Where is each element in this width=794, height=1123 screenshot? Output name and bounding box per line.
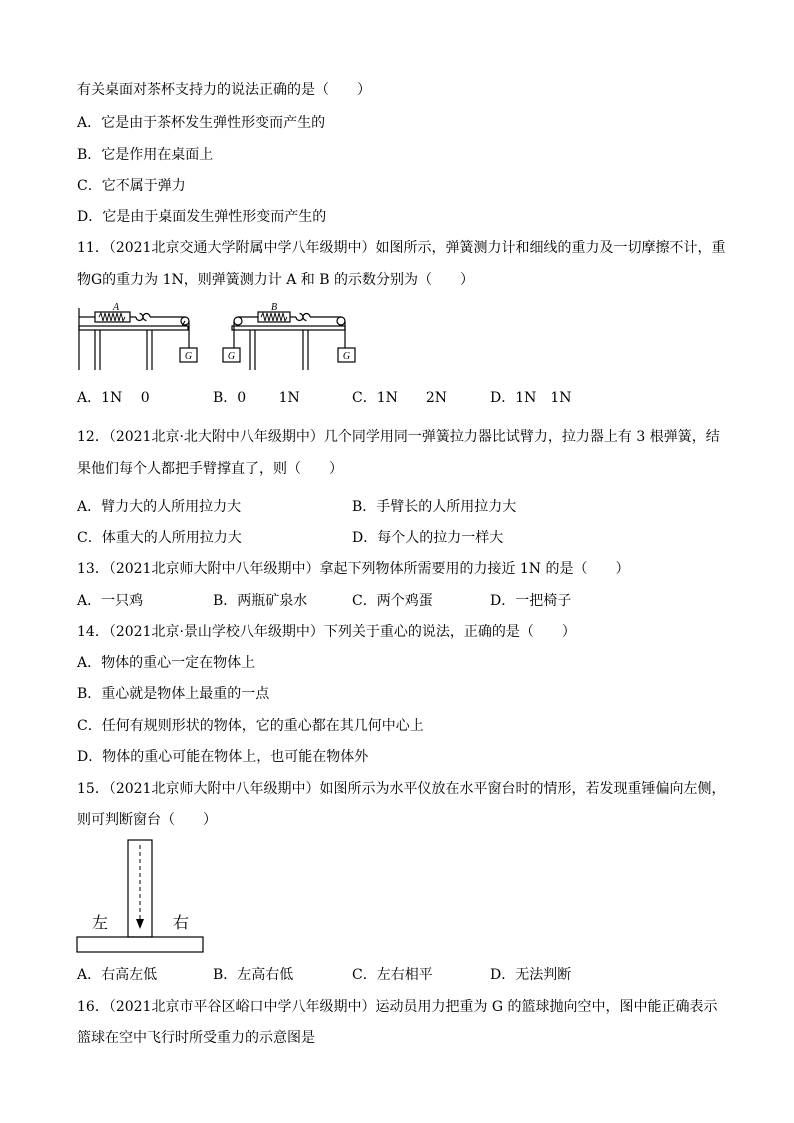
q15-stem-line1: 15．（2021北京师大附中八年级期中）如图所示为水平仪放在水平窗台时的情形，若发现重锤偏向左侧， <box>77 781 726 797</box>
q10-option-a: A．它是由于茶杯发生弹性形变而产生的 <box>77 115 326 131</box>
pulley-right-setup-left <box>234 317 242 325</box>
q12-option-a: A．臂力大的人所用拉力大 <box>77 499 242 515</box>
q14-stem: 14．（2021北京·景山学校八年级期中）下列关于重心的说法，正确的是（ ） <box>77 624 576 640</box>
weight-label-1: G <box>184 351 193 362</box>
q11-spring-scale-figure <box>70 298 370 378</box>
q15-level-figure <box>70 835 210 960</box>
q15-stem-line2: 则可判断窗台（ ） <box>77 812 217 828</box>
q14-option-a: A．物体的重心一定在物体上 <box>77 655 256 671</box>
pulley-right-setup-right <box>337 317 345 325</box>
q12-option-c: C．体重大的人所用拉力大 <box>77 530 242 546</box>
weight-label-3: G <box>342 351 351 362</box>
q11-stem-line1: 11．（2021北京交通大学附属中学八年级期中）如图所示，弹簧测力计和细线的重力及一切摩擦不计，重 <box>77 240 726 256</box>
q10-option-c: C．它不属于弹力 <box>77 178 186 194</box>
q11-stem-line2: 物G的重力为 1N，则弹簧测力计 A 和 B 的示数分别为（ ） <box>77 272 474 288</box>
q11-option-b: B．0 1N <box>213 390 300 406</box>
q15-option-c: C．左右相平 <box>352 967 433 983</box>
q15-option-b: B．左高右低 <box>213 967 294 983</box>
q13-stem: 13．（2021北京师大附中八年级期中）拿起下列物体所需要用的力接近 1N 的是（ ） <box>77 561 630 577</box>
left-label: 左 <box>91 915 109 932</box>
q12-stem-line1: 12．（2021北京·北大附中八年级期中）几个同学用同一弹簧拉力器比试臂力，拉力器上有 3 根弹簧，结 <box>77 429 720 445</box>
q13-option-a: A．一只鸡 <box>77 593 144 609</box>
q12-option-b: B．手臂长的人所用拉力大 <box>352 499 517 515</box>
q16-stem-line1: 16．（2021北京市平谷区峪口中学八年级期中）运动员用力把重为 G 的篮球抛向空中，图中能正确表示 <box>77 999 718 1015</box>
q10-option-b: B．它是作用在桌面上 <box>77 147 214 163</box>
q13-option-c: C．两个鸡蛋 <box>352 593 433 609</box>
q10-stem: 有关桌面对茶杯支持力的说法正确的是（ ） <box>77 82 371 98</box>
q12-option-d: D．每个人的拉力一样大 <box>352 530 504 546</box>
table-top-left <box>79 326 188 330</box>
q12-stem-line2: 果他们每个人都把手臂撑直了，则（ ） <box>77 461 343 477</box>
q15-option-d: D．无法判断 <box>490 967 572 983</box>
q16-stem-line2: 篮球在空中飞行时所受重力的示意图是 <box>77 1030 315 1046</box>
q14-option-b: B．重心就是物体上最重的一点 <box>77 686 270 702</box>
q15-option-a: A．右高左低 <box>77 967 158 983</box>
table-top-right <box>232 326 345 330</box>
q11-option-d: D．1N 1N <box>490 390 572 406</box>
q14-option-c: C．任何有规则形状的物体，它的重心都在其几何中心上 <box>77 718 424 734</box>
plumb-arrow-icon <box>136 919 144 929</box>
windowsill-base <box>77 937 203 952</box>
q11-option-a: A．1N 0 <box>77 390 150 406</box>
scale-a-label: A <box>112 302 120 313</box>
q10-option-d: D．它是由于桌面发生弹性形变而产生的 <box>77 209 327 225</box>
q11-option-c: C．1N 2N <box>352 390 448 406</box>
scale-b-label: B <box>270 302 278 313</box>
weight-label-2: G <box>227 351 236 362</box>
q13-option-d: D．一把椅子 <box>490 593 572 609</box>
right-label: 右 <box>172 915 190 932</box>
q14-option-d: D．物体的重心可能在物体上，也可能在物体外 <box>77 749 369 765</box>
q13-option-b: B．两瓶矿泉水 <box>213 593 308 609</box>
